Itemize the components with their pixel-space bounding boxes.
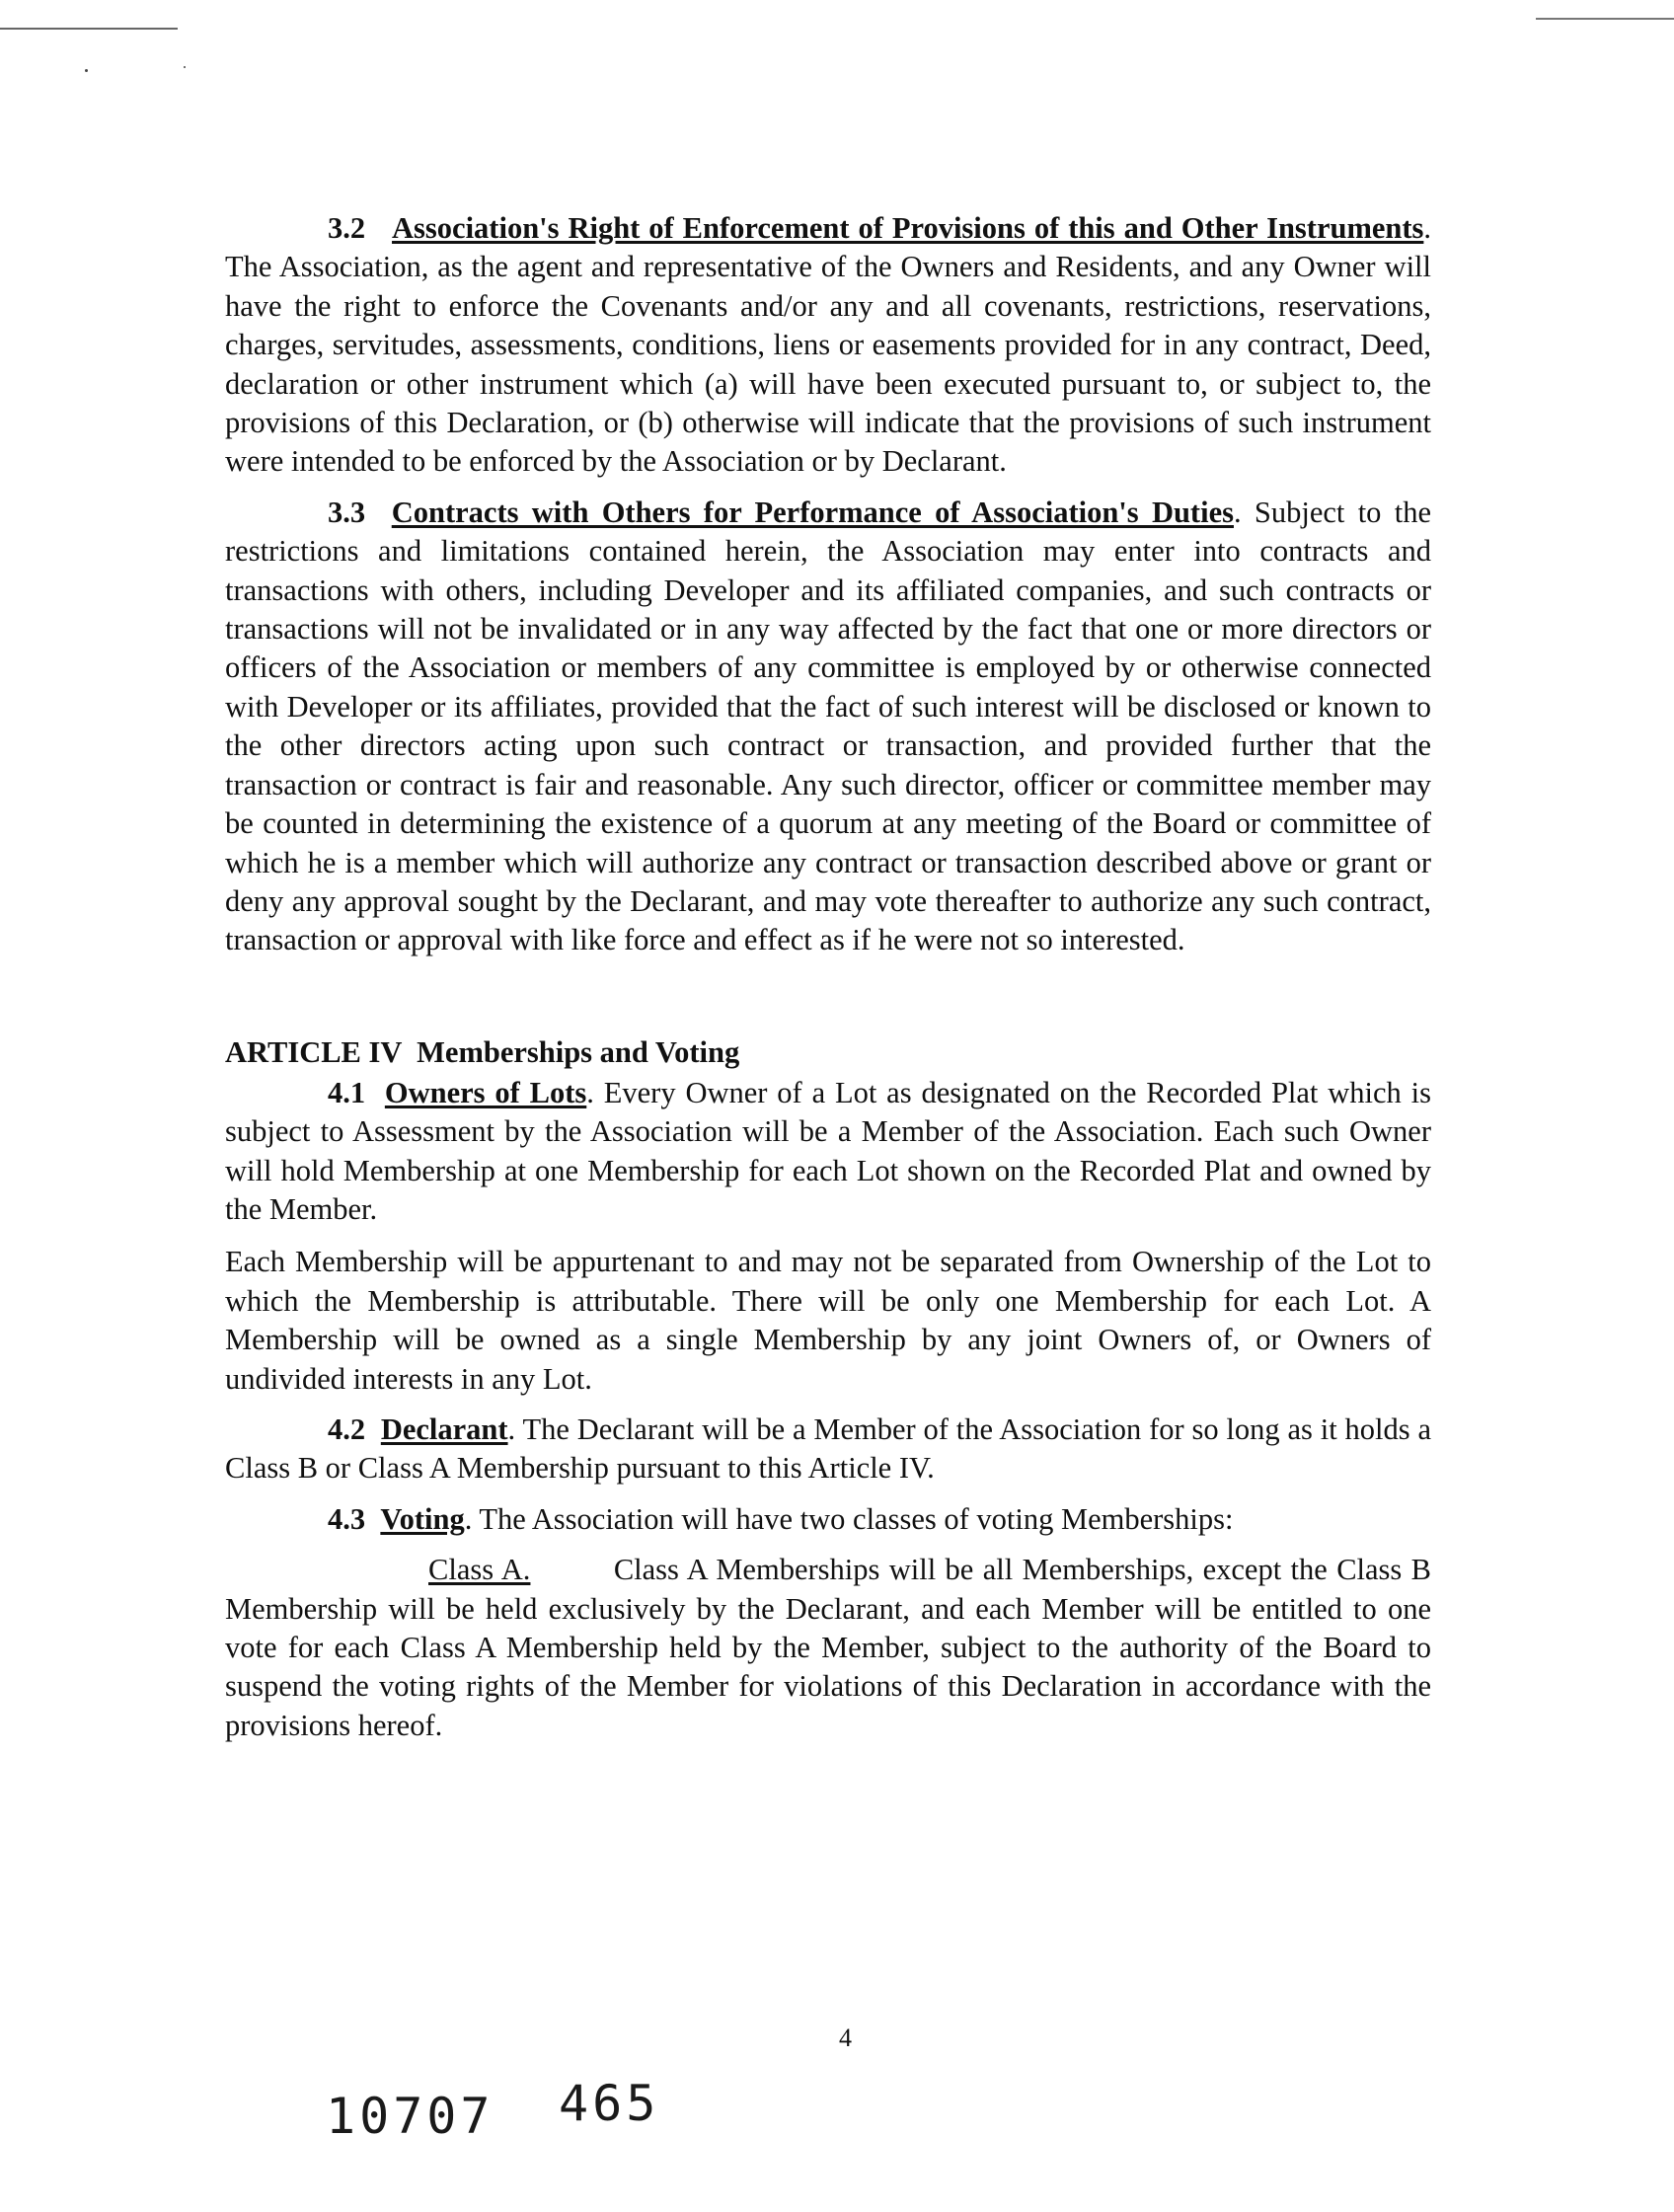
- page-stamp: 465: [559, 2075, 660, 2132]
- section-title: Contracts with Others for Performance of Association's Duties: [391, 495, 1234, 529]
- section-4-1-continued: Each Membership will be appurtenant to and may not be separated from Ownership of the Lot to which the Membership is attributable. There will be only one Membership for each Lot. A Membership will be owned as a single Membership by any joint Owners of, or Owners of undivided interests in any Lot.: [225, 1245, 1431, 1396]
- section-3-2: [225, 209, 1431, 482]
- section-4-1: [225, 1074, 1431, 1230]
- section-text: . The Association will have two classes of voting Memberships:: [464, 1501, 1234, 1536]
- class-a-label: Class A.: [428, 1553, 531, 1587]
- section-number: 4.3: [328, 1501, 366, 1536]
- class-a-text: Class A Memberships will be all Memberships, except the Class B Membership will be held exclusively by the Declarant, and each Member will be entitled to one vote for each Class A Membership held by the Member, subject to the authority of the Board to suspend the voting rights of the Member for violations of this Declaration in accordance with the provisions hereof.: [225, 1553, 1432, 1742]
- scan-mark-top-right: [1536, 18, 1674, 20]
- section-4-2: [225, 1411, 1431, 1488]
- section-title: Declarant: [380, 1411, 508, 1446]
- section-number: 3.3: [328, 495, 366, 529]
- section-text: . The Association, as the agent and representative of the Owners and Residents, and any Owner will have the right to enforce the Covenants and/or any and all covenants, restrictions, reservations, charges, servitudes, assessments, conditions, liens or easements provided for in any contract, Deed, declaration or other instrument which (a) will have been executed pursuant to, or subject to, the provisions of this Declaration, or (b) otherwise will indicate that the provisions of such instrument were intended to be enforced by the Association or by Declarant.: [225, 211, 1432, 479]
- scan-mark-top-left: [0, 28, 178, 30]
- section-title: Owners of Lots: [384, 1075, 587, 1109]
- section-title: Voting: [380, 1501, 465, 1536]
- class-a-paragraph: [225, 1551, 1431, 1745]
- section-text: . Every Owner of a Lot as designated on the Recorded Plat which is subject to Assessment by the Association will be a Member of the Association. Each such Owner will hold Membership at one Membership for each Lot shown on the Recorded Plat and owned by the Member.: [225, 1075, 1431, 1226]
- scan-speck: [184, 66, 186, 68]
- section-title: Association's Right of Enforcement of Provisions of this and Other Instruments: [392, 211, 1424, 245]
- section-3-3: [225, 494, 1431, 960]
- section-text: . The Declarant will be a Member of the Association for so long as it holds a Class B or Class A Membership pursuant to this Article IV.: [225, 1411, 1431, 1486]
- section-number: 4.1: [328, 1075, 366, 1109]
- scan-speck: [85, 69, 88, 72]
- page-number: 4: [839, 2023, 852, 2052]
- document-body: [225, 209, 1431, 1745]
- section-number: 4.2: [328, 1411, 366, 1446]
- article-heading: ARTICLE IV Memberships and Voting: [225, 1034, 740, 1069]
- section-text: . Subject to the restrictions and limitations contained herein, the Association may enter into contracts and transactions with others, including Developer and its affiliated companies, and such contracts or transactions will not be invalidated or in any way affected by the fact that one or more directors or officers of the Association or members of any committee is employed by or otherwise connected with Developer or its affiliates, provided that the fact of such interest will be disclosed or known to the other directors acting upon such contract or transaction, and provided further that the transaction or contract is fair and reasonable. Any such director, officer or committee member may be counted in determining the existence of a quorum at any meeting of the Board or committee of which he is a member which will authorize any contract or transaction described above or grant or deny any approval sought by the Declarant, and may vote thereafter to authorize any such contract, transaction or approval with like force and effect as if he were not so interested.: [225, 495, 1431, 957]
- section-number: 3.2: [328, 211, 366, 245]
- section-4-3: [225, 1500, 1431, 1539]
- book-number-stamp: 10707: [326, 2088, 495, 2145]
